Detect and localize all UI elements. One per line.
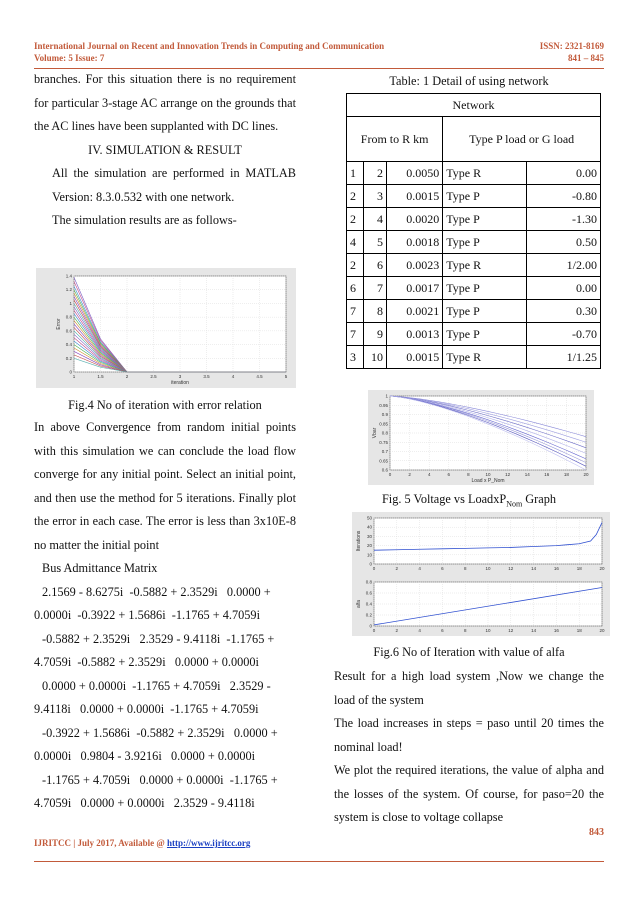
table-cell: 0.0013 — [387, 323, 443, 346]
figure-6 — [352, 512, 610, 636]
table-cell: 10 — [364, 346, 387, 369]
x-tick-label: 2 — [395, 628, 399, 633]
fig4-caption: Fig.4 No of iteration with error relation — [68, 398, 262, 412]
fig5-caption-end: Graph — [522, 492, 557, 506]
table-caption: Table: 1 Detail of using network — [389, 74, 549, 88]
paragraph: The simulation results are as follows- — [52, 213, 237, 227]
x-tick-label: 0 — [388, 472, 392, 477]
table-header-from-to: From to R km — [347, 117, 443, 162]
table-row — [347, 346, 601, 369]
table-cell: -0.70 — [526, 323, 600, 346]
table-cell: Type P — [443, 300, 526, 323]
y-tick-label: 0.8 — [65, 314, 72, 320]
y-tick-label: 0 — [69, 369, 72, 375]
matrix-title: Bus Admittance Matrix — [42, 561, 158, 575]
table-cell: 0.50 — [526, 231, 600, 254]
section-heading: IV. SIMULATION & RESULT — [88, 142, 242, 157]
table-row — [347, 277, 601, 300]
table-cell: 2 — [347, 208, 364, 231]
matrix-line: -0.3922 + 1.5686i -0.5882 + 2.3529i 0.0000 + — [42, 725, 278, 740]
table-cell: 7 — [364, 277, 387, 300]
x-tick-label: 4.5 — [256, 374, 263, 379]
table-row — [347, 208, 601, 231]
y-tick-label: 1 — [69, 300, 72, 306]
footer-text: IJRITCC | July 2017, Available @ — [34, 838, 167, 848]
x-tick-label: 18 — [576, 566, 582, 571]
x-tick-label: 2 — [408, 472, 411, 477]
x-axis-label: iteration — [171, 380, 189, 386]
y-tick-label: 0.7 — [381, 449, 388, 454]
y-tick-label: 0.2 — [65, 355, 72, 361]
fig6-caption: Fig.6 No of Iteration with value of alfa — [373, 645, 565, 659]
x-tick-label: 16 — [553, 628, 559, 633]
y-tick-label: 1 — [385, 393, 388, 399]
y-tick-label: 1.2 — [65, 287, 72, 293]
y-tick-label: 10 — [366, 552, 372, 558]
table-cell: 6 — [347, 277, 364, 300]
table-cell: 0.30 — [526, 300, 600, 323]
figure-5 — [368, 390, 594, 485]
x-tick-label: 2 — [395, 566, 399, 571]
x-tick-label: 0 — [372, 628, 376, 633]
x-tick-label: 2.5 — [150, 374, 157, 379]
x-tick-label: 4 — [231, 374, 235, 379]
matrix-line: 4.7059i 0.0000 + 0.0000i 2.3529 - 9.4118i — [34, 796, 255, 810]
matrix-line: 0.0000i 0.9804 - 3.9216i 0.0000 + 0.0000i — [34, 749, 256, 763]
x-tick-label: 5 — [284, 374, 288, 379]
table-row — [347, 162, 601, 185]
y-tick-label: 0.6 — [381, 467, 388, 473]
table-cell: 1 — [347, 162, 364, 185]
x-tick-label: 6 — [441, 566, 444, 571]
table-cell: Type P — [443, 323, 526, 346]
table-cell: 0.0020 — [387, 208, 443, 231]
page-range: 841 – 845 — [568, 53, 604, 63]
x-tick-label: 12 — [508, 566, 514, 571]
y-tick-label: 0.8 — [381, 430, 388, 436]
table-cell: Type R — [443, 162, 526, 185]
right-column-text — [334, 665, 604, 830]
x-tick-label: 16 — [544, 472, 550, 477]
y-tick-label: 0.9 — [381, 412, 388, 417]
left-column-top — [34, 68, 296, 233]
x-tick-label: 14 — [531, 566, 537, 571]
x-tick-label: 18 — [563, 472, 569, 477]
x-tick-label: 16 — [553, 566, 559, 571]
paragraph: All the simulation are performed in MATLAB Version: 8.3.0.532 with one network. — [52, 166, 296, 204]
footer — [34, 838, 250, 848]
x-tick-label: 1.5 — [97, 374, 104, 379]
y-tick-label: 0.95 — [379, 402, 388, 408]
fig6-chart — [352, 512, 610, 636]
matrix-line: -1.1765 + 4.7059i 0.0000 + 0.0000i -1.1765 + — [42, 772, 278, 787]
issn-header — [540, 40, 604, 64]
table-cell: 0.0018 — [387, 231, 443, 254]
y-tick-label: 30 — [366, 533, 372, 539]
fig5-chart — [368, 390, 594, 485]
y-tick-label: 40 — [366, 524, 372, 530]
table-cell: 1/1.25 — [526, 346, 600, 369]
table-cell: 0.0015 — [387, 346, 443, 369]
y-tick-label: 1.4 — [65, 273, 72, 279]
table-cell: 0.00 — [526, 162, 600, 185]
y-tick-label: 0.4 — [365, 601, 372, 607]
table-cell: Type P — [443, 277, 526, 300]
matrix-line: -0.5882 + 2.3529i 2.3529 - 9.4118i -1.1765 + — [42, 631, 275, 646]
x-tick-label: 8 — [463, 566, 467, 571]
table-cell: 3 — [364, 185, 387, 208]
x-tick-label: 0 — [372, 566, 376, 571]
table-cell: 7 — [347, 300, 364, 323]
table-cell: 3 — [347, 346, 364, 369]
table-header-network: Network — [347, 94, 601, 117]
x-tick-label: 3.5 — [203, 374, 210, 379]
table-row — [347, 300, 601, 323]
table-header-type: Type P load or G load — [443, 117, 601, 162]
table-cell: 8 — [364, 300, 387, 323]
table-cell: 5 — [364, 231, 387, 254]
y-tick-label: 0.6 — [65, 328, 72, 334]
network-table — [346, 93, 601, 369]
y-tick-label: 20 — [366, 543, 372, 549]
table-cell: 2 — [347, 254, 364, 277]
x-tick-label: 10 — [485, 628, 491, 633]
table-cell: Type R — [443, 254, 526, 277]
x-tick-label: 3 — [178, 374, 182, 379]
x-tick-label: 4 — [418, 628, 421, 633]
table-body — [347, 162, 601, 369]
x-tick-label: 12 — [508, 628, 514, 633]
table-cell: 1/2.00 — [526, 254, 600, 277]
x-tick-label: 6 — [441, 628, 444, 633]
table-cell: 0.00 — [526, 277, 600, 300]
table-cell: 0.0017 — [387, 277, 443, 300]
journal-volume: Volume: 5 Issue: 7 — [34, 53, 105, 63]
x-tick-label: 12 — [505, 472, 511, 477]
x-tick-label: 6 — [447, 472, 451, 477]
x-tick-label: 8 — [463, 628, 467, 633]
y-axis-label: Vbar — [372, 427, 378, 439]
page-number: 843 — [589, 827, 604, 838]
matrix-line: 0.0000 + 0.0000i -1.1765 + 4.7059i 2.3529 - — [42, 678, 271, 693]
journal-header — [34, 40, 384, 64]
y-tick-label: 50 — [366, 515, 372, 521]
table-cell: 4 — [364, 208, 387, 231]
x-tick-label: 14 — [531, 628, 537, 633]
table-cell: 0.0021 — [387, 300, 443, 323]
matrix-line: 9.4118i 0.0000 + 0.0000i -1.1765 + 4.7059i — [34, 702, 259, 716]
y-tick-label: 0.2 — [365, 612, 372, 618]
table-row — [347, 323, 601, 346]
x-tick-label: 18 — [576, 628, 582, 633]
x-tick-label: 1 — [72, 374, 76, 379]
table-cell: 4 — [347, 231, 364, 254]
figure-4 — [36, 268, 296, 388]
x-tick-label: 10 — [485, 472, 491, 477]
matrix-line: 4.7059i -0.5882 + 2.3529i 0.0000 + 0.0000i — [34, 655, 259, 669]
left-column-bottom — [34, 416, 296, 816]
paragraph: Result for a high load system ,Now we change the load of the system — [334, 669, 604, 707]
table-cell: 6 — [364, 254, 387, 277]
table-cell: -0.80 — [526, 185, 600, 208]
table-cell: 0.0015 — [387, 185, 443, 208]
y-tick-label: 0.4 — [65, 342, 72, 348]
paragraph: We plot the required iterations, the value of alpha and the losses of the system. Of course, for paso=20 the system is close to voltage collapse — [334, 763, 604, 824]
table-cell: Type P — [443, 185, 526, 208]
y-tick-label: 0.6 — [365, 590, 372, 596]
x-tick-label: 14 — [524, 472, 530, 477]
fig5-caption-sub: Nom — [506, 499, 523, 509]
x-tick-label: 2 — [125, 374, 129, 379]
y-axis-label: Iterations — [356, 530, 362, 552]
x-tick-label: 4 — [427, 472, 431, 477]
y-tick-label: 0.8 — [365, 579, 372, 585]
x-tick-label: 20 — [599, 628, 605, 633]
matrix-line: 2.1569 - 8.6275i -0.5882 + 2.3529i 0.0000 + — [42, 584, 271, 599]
paragraph: branches. For this situation there is no requirement for particular 3-stage AC arrange on the grounds that the AC lines have been supplanted with DC lines. — [34, 72, 296, 133]
table-cell: 9 — [364, 323, 387, 346]
x-tick-label: 8 — [467, 472, 470, 477]
y-tick-label: 0.65 — [379, 458, 388, 464]
x-tick-label: 20 — [583, 472, 589, 477]
table-cell: 7 — [347, 323, 364, 346]
y-tick-label: 0 — [369, 623, 372, 629]
table-cell: 0.0023 — [387, 254, 443, 277]
table-cell: Type P — [443, 231, 526, 254]
y-axis-label: Error — [56, 318, 62, 330]
journal-title: International Journal on Recent and Innovation Trends in Computing and Communication — [34, 41, 385, 51]
footer-link[interactable]: http://www.ijritcc.org — [166, 838, 251, 848]
paragraph: In above Convergence from random initial points with this simulation we can conclude the load flow converge for any initial point. Select an initial point, and then use the method for 5 iterations. Finally plot the error in each case. The error is less than 3x10E-8 no matter the initial point — [34, 420, 296, 552]
y-tick-label: 0.85 — [379, 421, 388, 427]
x-axis-label: Load x P_Nom — [471, 478, 505, 484]
y-axis-label: alfa — [356, 599, 362, 609]
table-cell: Type P — [443, 208, 526, 231]
table-cell: Type R — [443, 346, 526, 369]
matrix-line: 0.0000i -0.3922 + 1.5686i -1.1765 + 4.7059i — [34, 608, 260, 622]
table-cell: 2 — [347, 185, 364, 208]
x-tick-label: 20 — [599, 566, 605, 571]
fig5-caption-text: Fig. 5 Voltage vs LoadxP — [381, 492, 507, 506]
y-tick-label: 0.75 — [379, 439, 388, 445]
admittance-matrix — [34, 581, 296, 816]
table-row — [347, 231, 601, 254]
issn: ISSN: 2321-8169 — [539, 41, 604, 51]
table-row — [347, 254, 601, 277]
table-cell: 0.0050 — [387, 162, 443, 185]
table-row — [347, 185, 601, 208]
table-cell: -1.30 — [526, 208, 600, 231]
paragraph: The load increases in steps = paso until 20 times the nominal load! — [334, 716, 604, 754]
fig4-chart — [36, 268, 296, 388]
x-tick-label: 10 — [485, 566, 491, 571]
table-cell: 2 — [364, 162, 387, 185]
y-tick-label: 0 — [369, 561, 372, 567]
footer-rule — [34, 861, 604, 862]
x-tick-label: 4 — [418, 566, 421, 571]
